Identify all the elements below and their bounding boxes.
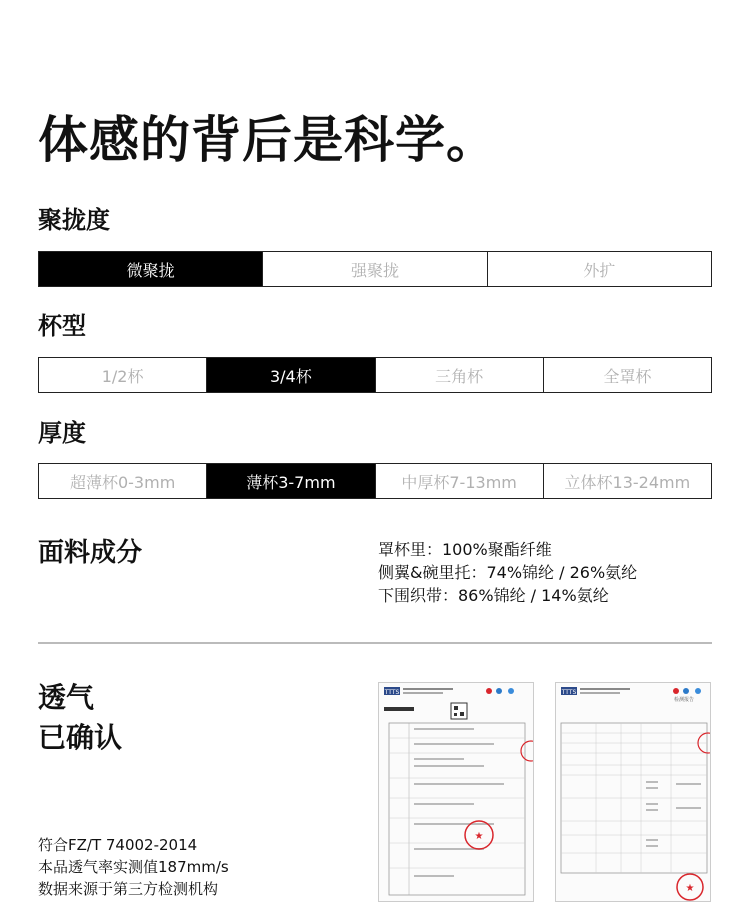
cup-option-triangle[interactable]: 三角杯 (375, 358, 543, 392)
breathability-title (38, 678, 122, 758)
report-logo: TTTS (384, 689, 400, 696)
thickness-option-medium[interactable]: 中厚杯7-13mm (375, 464, 543, 498)
lift-option-micro[interactable]: 微聚拢 (39, 252, 262, 286)
breathability-notes (38, 834, 229, 900)
fabric-line-cup: 罩杯里：100%聚酯纤维 (378, 540, 552, 559)
note-measured: 本品透气率实测值187mm/s (38, 858, 229, 876)
thickness-selector (38, 463, 712, 499)
lift-selector (38, 251, 712, 287)
section-divider (38, 642, 712, 644)
thickness-option-ultrathin[interactable]: 超薄杯0-3mm (69, 472, 176, 492)
cup-option-full[interactable]: 全罩杯 (543, 358, 711, 392)
lift-option-strong[interactable]: 强聚拢 (262, 252, 486, 286)
test-report-image-1[interactable] (378, 682, 534, 902)
fabric-title: 面料成分 (38, 538, 143, 568)
report-logo-2: TTTS (561, 689, 577, 696)
report-header-2: 检测报告 (673, 697, 695, 703)
fabric-line-wing: 侧翼&碗里托：74%锦纶 / 26%氨纶 (378, 563, 638, 582)
breathability-title-line2: 已确认 (38, 721, 123, 754)
report-document-icon (379, 683, 534, 902)
thickness-label: 厚度 (38, 419, 86, 447)
report-document-icon-2 (556, 683, 711, 902)
lift-label: 聚拢度 (38, 206, 110, 234)
cup-option-half[interactable]: 1/2杯 (101, 366, 144, 386)
thickness-option-thin[interactable]: 薄杯3-7mm (206, 464, 374, 498)
svg-text:★: ★ (474, 831, 484, 842)
cup-option-three-quarter[interactable]: 3/4杯 (206, 358, 374, 392)
fabric-line-band: 下围织带：86%锦纶 / 14%氨纶 (378, 586, 609, 605)
cup-selector (38, 357, 712, 393)
thickness-option-3d[interactable]: 立体杯13-24mm (543, 464, 711, 498)
lift-option-outward[interactable]: 外扩 (487, 252, 711, 286)
test-report-image-2[interactable] (555, 682, 711, 902)
cup-label: 杯型 (38, 312, 86, 340)
fabric-list (378, 538, 637, 607)
note-source: 数据来源于第三方检测机构 (38, 880, 219, 898)
breathability-title-line1: 透气 (38, 681, 95, 714)
svg-text:★: ★ (685, 883, 695, 894)
note-standard: 符合FZ/T 74002-2014 (38, 836, 198, 854)
page-title: 体感的背后是科学。 (38, 111, 497, 169)
